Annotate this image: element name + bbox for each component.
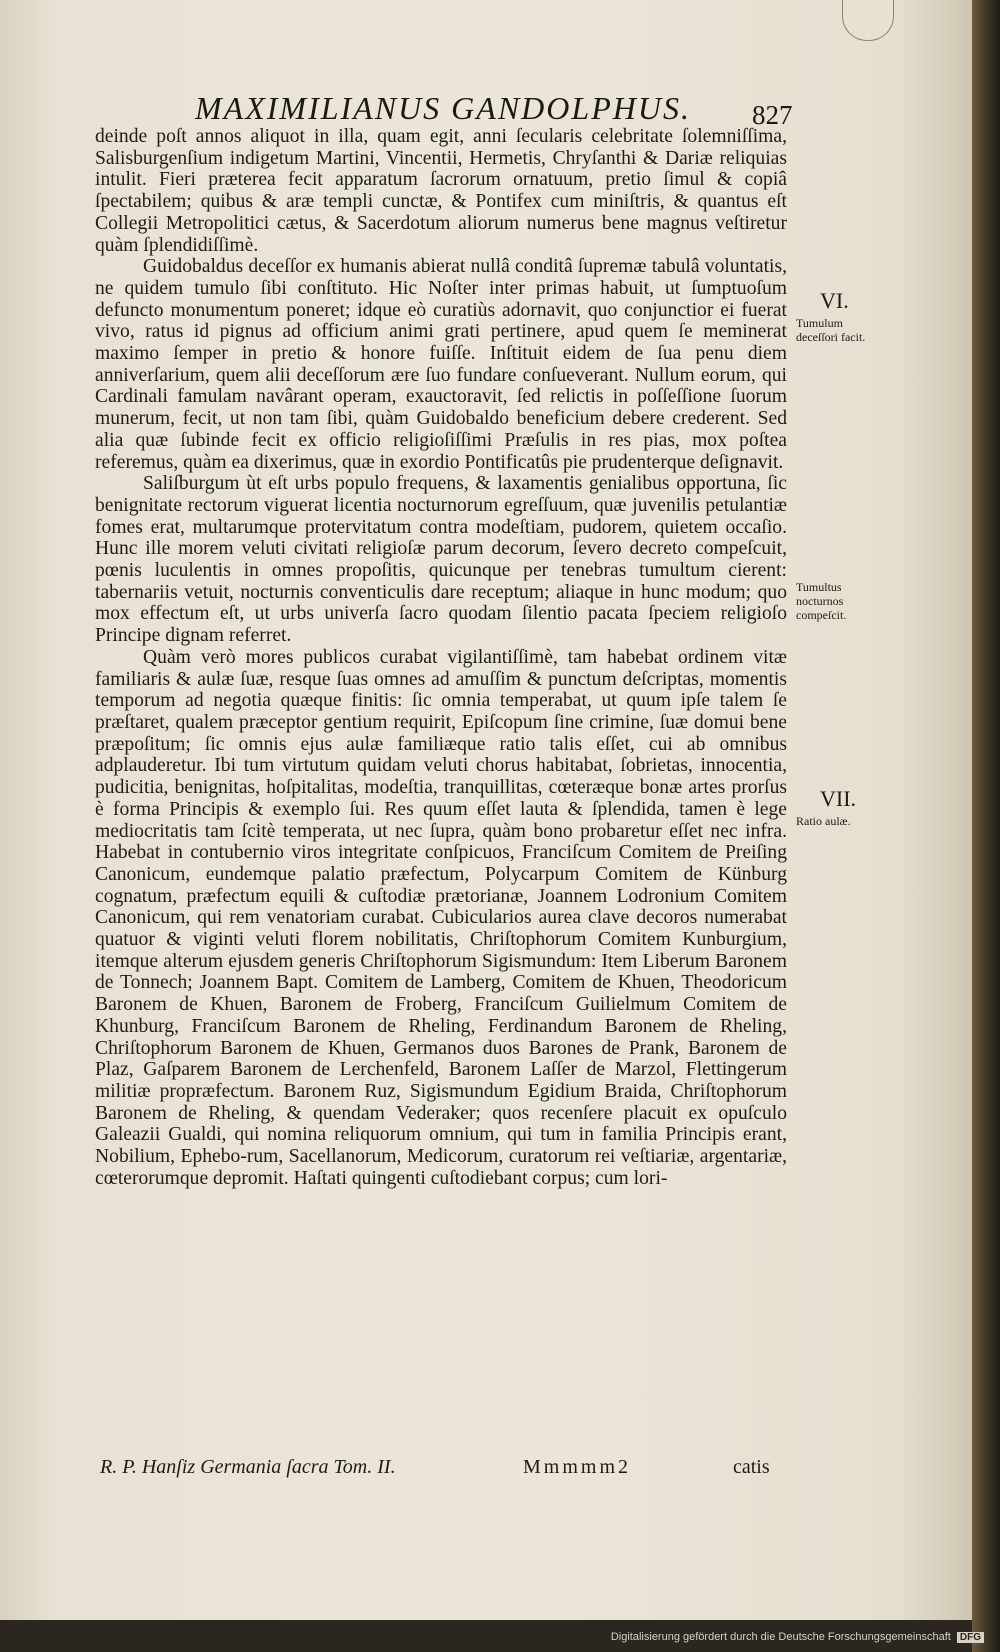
body-text (95, 126, 787, 1189)
book-spine (972, 0, 1000, 1652)
catchword: catis (733, 1456, 770, 1478)
margin-note-number: VII. (820, 786, 857, 811)
dfg-logo-icon: DFG (957, 1632, 984, 1643)
margin-note-text: Tumultus nocturnos compeſcit. (796, 580, 847, 622)
margin-note-number: VI. (820, 288, 849, 313)
signature-mark: Mmmmm2 (523, 1456, 632, 1478)
source-reference: R. P. Hanſiz Germania ſacra Tom. II. (100, 1456, 396, 1478)
margin-note-tumultus (796, 580, 876, 622)
margin-note-text: Ratio aulæ. (796, 814, 851, 828)
digitization-credit (611, 1631, 984, 1643)
page-tab-sticker (842, 0, 894, 41)
margin-note-text: Tumulum deceſſori facit. (796, 316, 866, 344)
paragraph-4: Quàm verò mores publicos curabat vigilantiſſimè, tam habebat ordinem vitæ familiaris & aulæ ſuæ, resque ſuas omnes ad amuſſim & punctum deſcriptas, momentis temporum ad negotia quæque finitis: ſic omnia temperabat, ut quum ipſe talem ſe præſtaret, qualem præceptor gentium requirit, Epiſcopum ſine crimine, ſuæ domui bene præpoſitum; ſic omnis ejus aulæ familiæque ratio talis eſſet, cui ab omnibus adplauderetur. Ibi tum virtutum quidam veluti chorus habitabat, ſobrietas, innocentia, pudicitia, benignitas, hoſpitalitas, modeſtia, tranquillitas, cœteræque bonæ artes prorſus è forma Principis & exemplo ſui. Res quum eſſet lauta & ſplendida, tamen è lege mediocritatis tam ſcitè temperata, ut nec ſupra, quàm bono probaretur eſſet nec infra. Habebat in contubernio viros integritate conſpicuos, Franciſcum Comitem de Preiſing Canonicum, eundemque palatio præfectum, Polycarpum Comitem de Künburg cognatum, præfectum equili & cuſtodiæ prætorianæ, Joannem Lodronium Comitem Canonicum, qui rem venatoriam curabat. Cubicularios aurea clave decoros numerabat quatuor & viginti veluti florem nobilitatis, Chriſtophorum Comitem Kunburgium, itemque alterum ejusdem generis Chriſtophorum Sigismundum: Item Liberum Baronem de Tonnech; Joannem Bapt. Comitem de Lamberg, Comitem de Khuen, Theodoricum Baronem de Khuen, Baronem de Froberg, Franciſcum Guilielmum Comitem de Khunburg, Franciſcum Baronem de Rheling, Ferdinandum Baronem de Rheling, Chriſtophorum Baronem de Khuen, Germanos duos Barones de Prank, Baronem de Plaz, Gaſparem Baronem de Lerchenfeld, Baronem Laſſer de Marzol, Flettingerum militiæ propræfectum. Baronem Ruz, Sigismundum Egidium Braida, Chriſtophorum Baronem de Rheling, & quendam Vederaker; quos recenſere placuit ex opuſculo Galeazii Gualdi, qui nomina reliquorum omnium, qui tum in familia Principis erant, Nobilium, Ephebo-rum, Sacellanorum, Medicorum, curatorum rei veſtiariæ, argentariæ, cœterorumque depromit. Haſtati quingenti cuſtodiebant corpus; cum lori- (95, 646, 787, 1189)
page-number: 827 (752, 100, 793, 130)
margin-note-vi (796, 290, 876, 344)
running-title: MAXIMILIANUS GANDOLPHUS. (195, 90, 691, 126)
paragraph-2: Guidobaldus deceſſor ex humanis abierat nullâ conditâ ſupremæ tabulâ voluntatis, ne quidem tumulo ſibi conſtituto. Hic Noſter inter primas habuit, ut ſumptuoſum defuncto monumentum poneret; idque eò curatiùs adornavit, quo conjunctior ei fuerat vivo, ratus id pignus ad officium animi grati pertinere, apud quem ſe meminerat maximo ſemper in pretio & honore fuiſſe. Inſtituit eidem de ſua penu diem anniverſarium, quem alii deceſſorum ære ſuo fundare conſueverant. Nullum eorum, qui Cardinali famulam navârant operam, exauctoravit, ſed relictis in poſſeſſione ſuorum munerum, fecit, ut non tam ſibi, quàm Guidobaldo beneficium debere crederent. Sed alia quæ ſubinde fecit ex officio religioſiſſimi Præſulis in res pias, mox poſtea referemus, quàm ea dixerimus, quæ in exordio Pontificatûs pie prudenterque deſignavit. (95, 256, 787, 473)
paragraph-1: deinde poſt annos aliquot in illa, quam egit, anni ſecularis celebritate ſolemniſſima, Salisburgenſium indigetum Martini, Vincentii, Hermetis, Chryſanthi & Dariæ reliquias intulit. Fieri præterea fecit apparatum ſacrorum ornatuum, pretio ſimul & copiâ ſpectabilem; quibus & aræ templi cunctæ, & Pontifex cum miniſtris, & quantus eſt Collegii Metropolitici cætus, & Sacerdotum aliorum numerus bene magnus veſtiretur quàm ſplendidiſſimè. (95, 126, 787, 256)
paragraph-3: Saliſburgum ùt eſt urbs populo frequens, & laxamentis genialibus opportuna, ſic benignitate rectorum viguerat licentia nocturnorum egreſſuum, quæ juvenilis petulantiæ fomes erat, multarumque protervitatum contra modeſtiam, pudorem, quietem occaſio. Hunc ille morem veluti civitati religioſæ parum decorum, ſevero decreto compeſcuit, pœnis luculentis in omnes propoſitis, quicunque per tenebras tumultum cierent: tabernariis vetuit, nocturnis conventiculis dare receptum; aliaque in hunc modum; quo mox effectum eſt, ut urbs univerſa ſacro quodam ſilentio pacata ſpeciem religioſo Principe dignam referret. (95, 473, 787, 647)
credit-text: Digitalisierung gefördert durch die Deutsche Forschungsgemeinschaft (610, 1631, 951, 1643)
margin-note-vii (796, 788, 876, 828)
